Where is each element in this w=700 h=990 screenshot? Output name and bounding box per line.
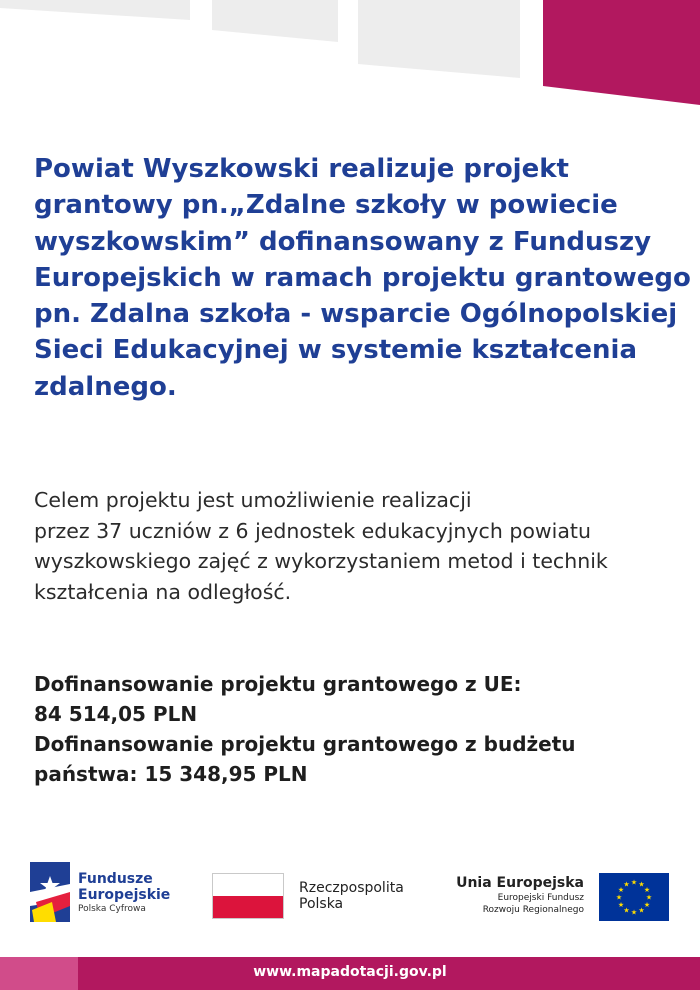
funding-eu-label: Dofinansowanie projektu grantowego z UE: xyxy=(34,672,522,696)
heading-line: Sieci Edukacyjnej w systemie kształcenia xyxy=(34,335,638,366)
polish-flag-icon xyxy=(212,873,284,919)
body-line: wyszkowskiego zajęć z wykorzystaniem metod i technik xyxy=(34,549,608,573)
top-decoration xyxy=(0,0,700,120)
eu-star-icon: ★ xyxy=(623,906,630,915)
eu-star-icon: ★ xyxy=(615,893,623,902)
eu-star-icon: ★ xyxy=(638,880,645,889)
eu-star-icon: ★ xyxy=(617,886,625,894)
body-line: przez 37 uczniów z 6 jednostek edukacyjnych powiatu xyxy=(34,518,591,543)
project-goal-paragraph xyxy=(34,485,674,607)
heading-line: Europejskich w ramach projektu grantowego xyxy=(34,262,691,293)
eu-star-icon: ★ xyxy=(623,880,630,889)
decor-shape-magenta xyxy=(543,0,700,105)
unia-europejska-text xyxy=(456,874,584,916)
heading-line: pn. Zdalna szkoła - wsparcie Ogólnopolskiej xyxy=(34,299,678,330)
eu-star-icon: ★ xyxy=(638,906,645,915)
eu-flag-icon xyxy=(599,873,669,921)
body-line: kształcenia na odległość. xyxy=(34,579,292,604)
body-line: Celem projektu jest umożliwienie realizacji xyxy=(34,488,472,512)
eu-star-icon: ★ xyxy=(617,901,625,909)
rzeczpospolita-polska-text xyxy=(299,880,404,912)
funding-state-label: Dofinansowanie projektu grantowego z budżetu xyxy=(34,732,576,756)
decor-shape-gray-2 xyxy=(212,0,338,42)
fe-title-line: Fundusze xyxy=(78,871,153,887)
eu-star-icon: ★ xyxy=(643,901,651,909)
heading-line: grantowy pn.„Zdalne szkoły w powiecie xyxy=(34,190,618,221)
footer-bar xyxy=(0,957,700,990)
logo-bar xyxy=(0,860,700,930)
decor-shape-gray-3 xyxy=(358,0,520,78)
rp-line: Rzeczpospolita xyxy=(299,880,404,896)
eu-star-icon: ★ xyxy=(643,886,651,894)
fundusze-europejskie-star-logo-icon xyxy=(30,862,70,922)
funding-info xyxy=(34,669,674,789)
announcement-heading xyxy=(34,151,694,405)
heading-line: wyszkowskim” dofinansowany z Funduszy xyxy=(34,226,652,257)
fe-subtitle: Polska Cyfrowa xyxy=(78,904,146,914)
ue-title: Unia Europejska xyxy=(456,875,584,891)
heading-line: Powiat Wyszkowski realizuje projekt xyxy=(34,154,569,184)
eu-star-icon: ★ xyxy=(645,893,653,902)
decor-shape-gray-1 xyxy=(0,0,190,20)
eu-star-icon: ★ xyxy=(630,908,638,917)
footer-website-link[interactable]: www.mapadotacji.gov.pl xyxy=(253,964,447,980)
ue-sub-line: Rozwoju Regionalnego xyxy=(482,905,584,915)
heading-line: zdalnego. xyxy=(34,371,177,402)
ue-sub-line: Europejski Fundusz xyxy=(497,893,584,903)
rp-line: Polska xyxy=(299,896,344,912)
fundusze-europejskie-text xyxy=(78,871,170,916)
eu-star-icon: ★ xyxy=(630,878,638,887)
fe-title-line: Europejskie xyxy=(78,887,171,903)
funding-state-amount: państwa: 15 348,95 PLN xyxy=(34,762,308,786)
funding-eu-amount: 84 514,05 PLN xyxy=(34,702,198,726)
